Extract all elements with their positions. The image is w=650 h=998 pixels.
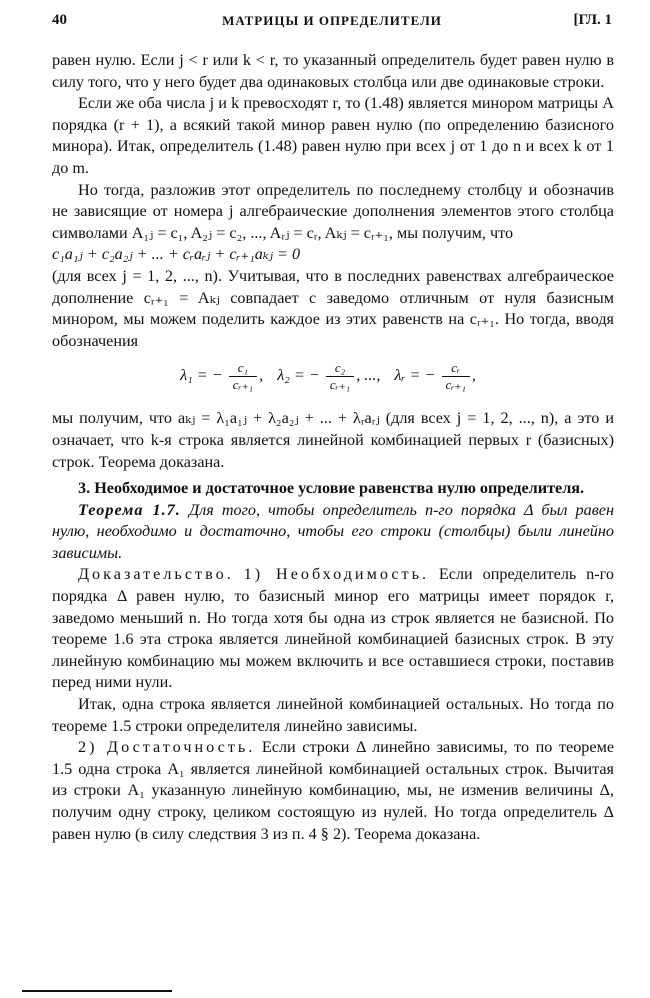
lambda-1-lhs: λ₁ = − [180, 366, 223, 385]
chapter-label: [ГЛ. 1 [573, 12, 612, 28]
footer-rule [22, 990, 172, 992]
paragraph-7: Итак, одна строка является линейной комбинацией остальных. Но тогда по теореме 1.5 строки определителя линейно зависимы. [52, 695, 614, 735]
section-3-heading: 3. Необходимое и достаточное условие равенства нулю определителя. [78, 479, 585, 498]
proof-necessity [52, 564, 614, 694]
lambda-r-lhs: λᵣ = − [394, 366, 436, 385]
lambda-1 [180, 360, 263, 393]
lambda-r [395, 360, 476, 393]
lambda-2 [277, 360, 380, 393]
paragraph-1: равен нулю. Если j < r или k < r, то указанный определитель будет равен нулю в силу того, что у него будет два одинаковых столбца или две одинаковые строки. [52, 51, 614, 91]
lambda-2-tail: , ..., [356, 366, 381, 385]
lambda-1-fraction [229, 360, 257, 393]
sufficiency-label: 2) Достаточность. [78, 738, 256, 757]
paragraph-5: мы получим, что aₖⱼ = λ₁a₁ⱼ + λ₂a₂ⱼ + ... + λᵣaᵣⱼ (для всех j = 1, 2, ..., n), а это и означает, что k-я строка является линейной комбинацией первых r (базисных) строк. Теорема доказана. [52, 409, 614, 471]
page-header [52, 12, 612, 32]
proof-label: Доказательство. [78, 565, 234, 584]
formula-linear-sum: c₁a₁ⱼ + c₂a₂ⱼ + ... + cᵣaᵣⱼ + cᵣ₊₁aₖⱼ = 0 [52, 245, 301, 264]
lambda-1-numerator: c₁ [229, 360, 257, 377]
lambda-1-denominator: cᵣ₊₁ [232, 377, 254, 393]
running-title: МАТРИЦЫ И ОПРЕДЕЛИТЕЛИ [222, 13, 442, 28]
lambda-1-tail: , [259, 366, 264, 385]
necessity-label: 1) Необходимость. [243, 565, 430, 584]
lambda-r-tail: , [471, 366, 476, 385]
proof-sufficiency [52, 737, 614, 845]
paragraph-3: Но тогда, разложив этот определитель по последнему столбцу и обозначив не зависящие от номера j алгебраические дополнения элементов этого столбца символами A₁ⱼ = c₁, A₂ⱼ = c₂, ..., Aᵣⱼ = cᵣ, Aₖⱼ = cᵣ₊₁, мы получим, что [52, 180, 614, 242]
lambda-r-numerator: cᵣ [442, 360, 470, 377]
theorem-statement: Для того, чтобы определитель n-го порядка Δ был равен нулю, необходимо и достаточно, чтобы его строки (столбцы) были линейно зависимы. [52, 500, 614, 562]
paragraph-8: Если строки Δ линейно зависимы, то по теореме 1.5 одна строка A₁ является линейной комбинацией остальных строк. Вычитая из строки A₁ указанную линейную комбинацию, мы, не изменив величины Δ, получим одну строку, целиком состоящую из нулей. Но тогда определитель Δ равен нулю (в силу следствия 3 из п. 4 § 2). Теорема доказана. [52, 738, 614, 843]
theorem-title: Теорема 1.7. [78, 500, 181, 519]
lambda-2-fraction [326, 360, 354, 393]
lambda-r-denominator: cᵣ₊₁ [445, 377, 466, 393]
paragraph-6: Если определитель n-го порядка Δ равен нулю, то базисный минор его матрицы имеет порядок r, заведомо меньший n. Но тогда хотя бы одна из строк является не базисной. По теореме 1.6 эта строка является линейной комбинацией базисных строк. В эту линейную комбинацию мы можем включить и все оставшиеся строки, поставив перед ними нули. [52, 565, 614, 692]
paragraph-4: (для всех j = 1, 2, ..., n). Учитывая, что в последних равенствах алгебраическое дополнение cᵣ₊₁ = Aₖⱼ совпадает с заведомо отличным от нуля базисным минором, мы можем поделить каждое из этих равенств на cᵣ₊₁. Но тогда, вводя обозначения [52, 266, 614, 350]
lambda-r-fraction [442, 360, 470, 393]
theorem-1-7 [52, 500, 614, 565]
lambda-2-denominator: cᵣ₊₁ [329, 377, 351, 393]
page-number: 40 [52, 12, 67, 28]
page-body [52, 50, 614, 845]
lambda-2-numerator: c₂ [326, 360, 354, 377]
paragraph-2: Если же оба числа j и k превосходят r, то (1.48) является минором матрицы A порядка (r + 1), а всякий такой минор равен нулю (по определению базисного минора). Итак, определитель (1.48) равен нулю при всех j от 1 до n и всех k от 1 до m. [52, 94, 614, 177]
lambda-2-lhs: λ₂ = − [277, 366, 320, 385]
lambda-definitions [52, 360, 614, 402]
